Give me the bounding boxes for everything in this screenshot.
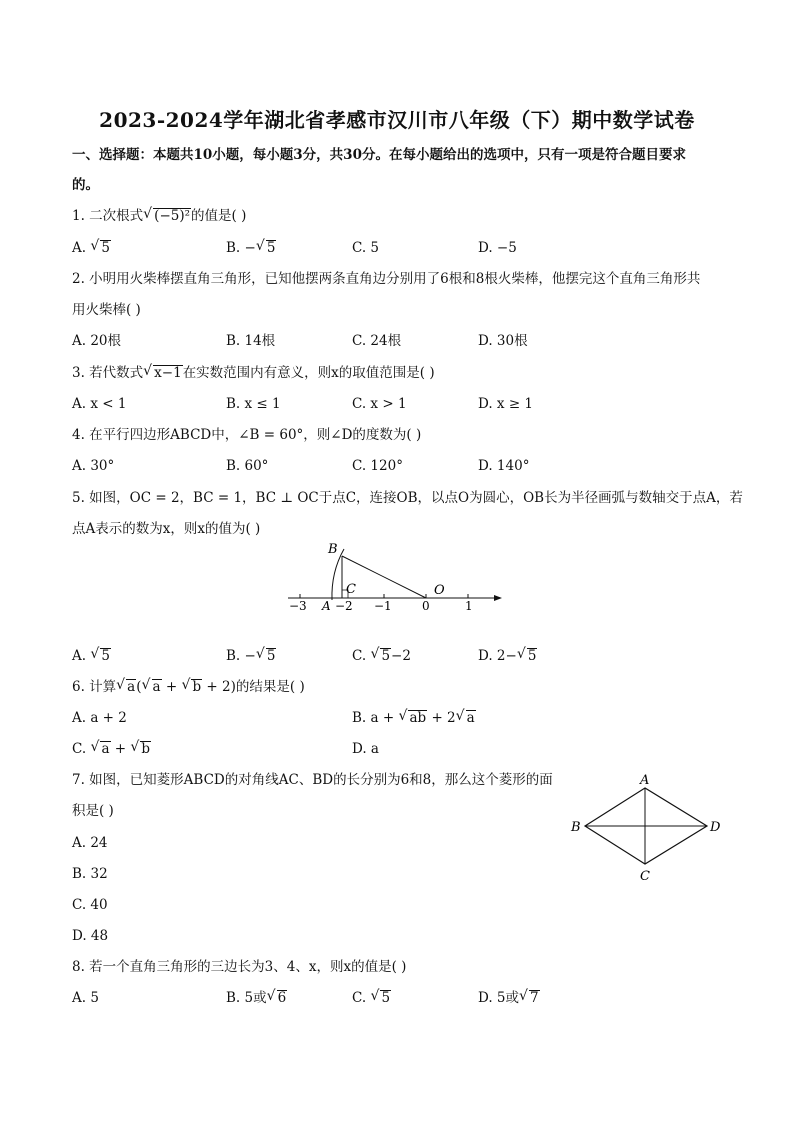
q7-option-c[interactable]: C. 40 — [72, 897, 108, 913]
q5-option-d[interactable]: D. 2−√ 5 — [478, 647, 537, 665]
q6-option-d[interactable]: D. a — [352, 741, 379, 757]
tick-label-minus1: −1 — [374, 599, 392, 613]
q4-option-b[interactable]: B. 60° — [226, 458, 269, 474]
question-2-line2: 用火柴棒( ) — [72, 302, 141, 318]
page-title: 2023-2024学年湖北省孝感市汉川市八年级（下）期中数学试卷 — [99, 108, 695, 132]
question-3: 3. 若代数式√ x−1在实数范围内有意义，则x的取值范围是( ) — [72, 364, 435, 382]
question-4: 4. 在平行四边形ABCD中，∠B = 60°，则∠D的度数为( ) — [72, 427, 422, 443]
q4-option-a[interactable]: A. 30° — [72, 458, 115, 474]
q8-option-b[interactable]: B. 5或√ 6 — [226, 989, 287, 1007]
label-a: A — [322, 599, 331, 613]
tick-label-1: 1 — [465, 599, 473, 613]
question-6: 6. 计算√ a(√ a + √ b + 2)的结果是( ) — [72, 678, 305, 696]
q1-radical: √ (−5)² — [144, 207, 191, 225]
q1-option-b[interactable]: B. −√ 5 — [226, 239, 276, 257]
label-a: A — [640, 773, 650, 788]
q7-option-a[interactable]: A. 24 — [72, 835, 108, 851]
q8-option-d[interactable]: D. 5或√ 7 — [478, 989, 540, 1007]
q5-option-a[interactable]: A. √ 5 — [72, 647, 111, 665]
label-c: C — [346, 582, 356, 597]
label-b: B — [328, 542, 338, 557]
q1-option-d[interactable]: D. −5 — [478, 240, 517, 256]
question-5-line2: 点A表示的数为x，则x的值为( ) — [72, 521, 261, 537]
q1-option-a[interactable]: A. √ 5 — [72, 239, 111, 257]
q7-option-d[interactable]: D. 48 — [72, 928, 109, 944]
question-8: 8. 若一个直角三角形的三边长为3、4、x，则x的值是( ) — [72, 959, 407, 975]
q1-prefix: 1. 二次根式 — [72, 208, 144, 224]
label-b: B — [571, 820, 581, 835]
q8-option-c[interactable]: C. √ 5 — [352, 989, 391, 1007]
q3-option-d[interactable]: D. x ≥ 1 — [478, 396, 534, 412]
q2-option-d[interactable]: D. 30根 — [478, 333, 528, 349]
q1-option-c[interactable]: C. 5 — [352, 240, 380, 256]
question-5-line1: 5. 如图，OC = 2，BC = 1，BC ⊥ OC于点C，连接OB，以点O为圆心，OB长为半径画弧与数轴交于点A，若 — [72, 490, 743, 506]
q2-option-a[interactable]: A. 20根 — [72, 333, 122, 349]
question-7-line1: 7. 如图，已知菱形ABCD的对角线AC、BD的长分别为6和8，那么这个菱形的面 — [72, 772, 553, 788]
q2-option-c[interactable]: C. 24根 — [352, 333, 402, 349]
label-d: D — [710, 820, 721, 835]
q6-option-b[interactable]: B. a + √ ab + 2√ a — [352, 709, 476, 727]
tick-label-0: 0 — [422, 599, 430, 613]
question-7-line2: 积是( ) — [72, 803, 114, 819]
q3-option-b[interactable]: B. x ≤ 1 — [226, 396, 281, 412]
q4-option-d[interactable]: D. 140° — [478, 458, 530, 474]
section-heading-line2: 的。 — [72, 177, 99, 193]
q8-option-a[interactable]: A. 5 — [72, 990, 99, 1006]
number-line-figure — [280, 538, 510, 618]
question-1 — [72, 207, 246, 225]
axis-arrow — [494, 595, 502, 601]
q3-radical: √ x−1 — [144, 364, 183, 382]
q6-option-c[interactable]: C. √ a + √ b — [72, 740, 151, 758]
tick-label-minus3: −3 — [289, 599, 307, 613]
label-c: C — [640, 869, 650, 884]
q2-option-b[interactable]: B. 14根 — [226, 333, 276, 349]
section-heading-line1: 一、选择题：本题共10小题，每小题3分，共30分。在每小题给出的选项中，只有一项是符合题目要求 — [72, 147, 686, 163]
q5-option-b[interactable]: B. −√ 5 — [226, 647, 276, 665]
q5-option-c[interactable]: C. √ 5−2 — [352, 647, 411, 665]
q3-option-c[interactable]: C. x > 1 — [352, 396, 407, 412]
q1-suffix: 的值是( ) — [191, 208, 247, 224]
rhombus-figure — [565, 770, 725, 885]
q4-option-c[interactable]: C. 120° — [352, 458, 403, 474]
q6-option-a[interactable]: A. a + 2 — [72, 710, 127, 726]
tick-label-minus2: −2 — [335, 599, 353, 613]
q7-option-b[interactable]: B. 32 — [72, 866, 108, 882]
q3-option-a[interactable]: A. x < 1 — [72, 396, 127, 412]
question-2-line1: 2. 小明用火柴棒摆直角三角形，已知他摆两条直角边分别用了6根和8根火柴棒，他摆完这个直角三角形共 — [72, 271, 701, 287]
label-o: O — [434, 583, 445, 598]
